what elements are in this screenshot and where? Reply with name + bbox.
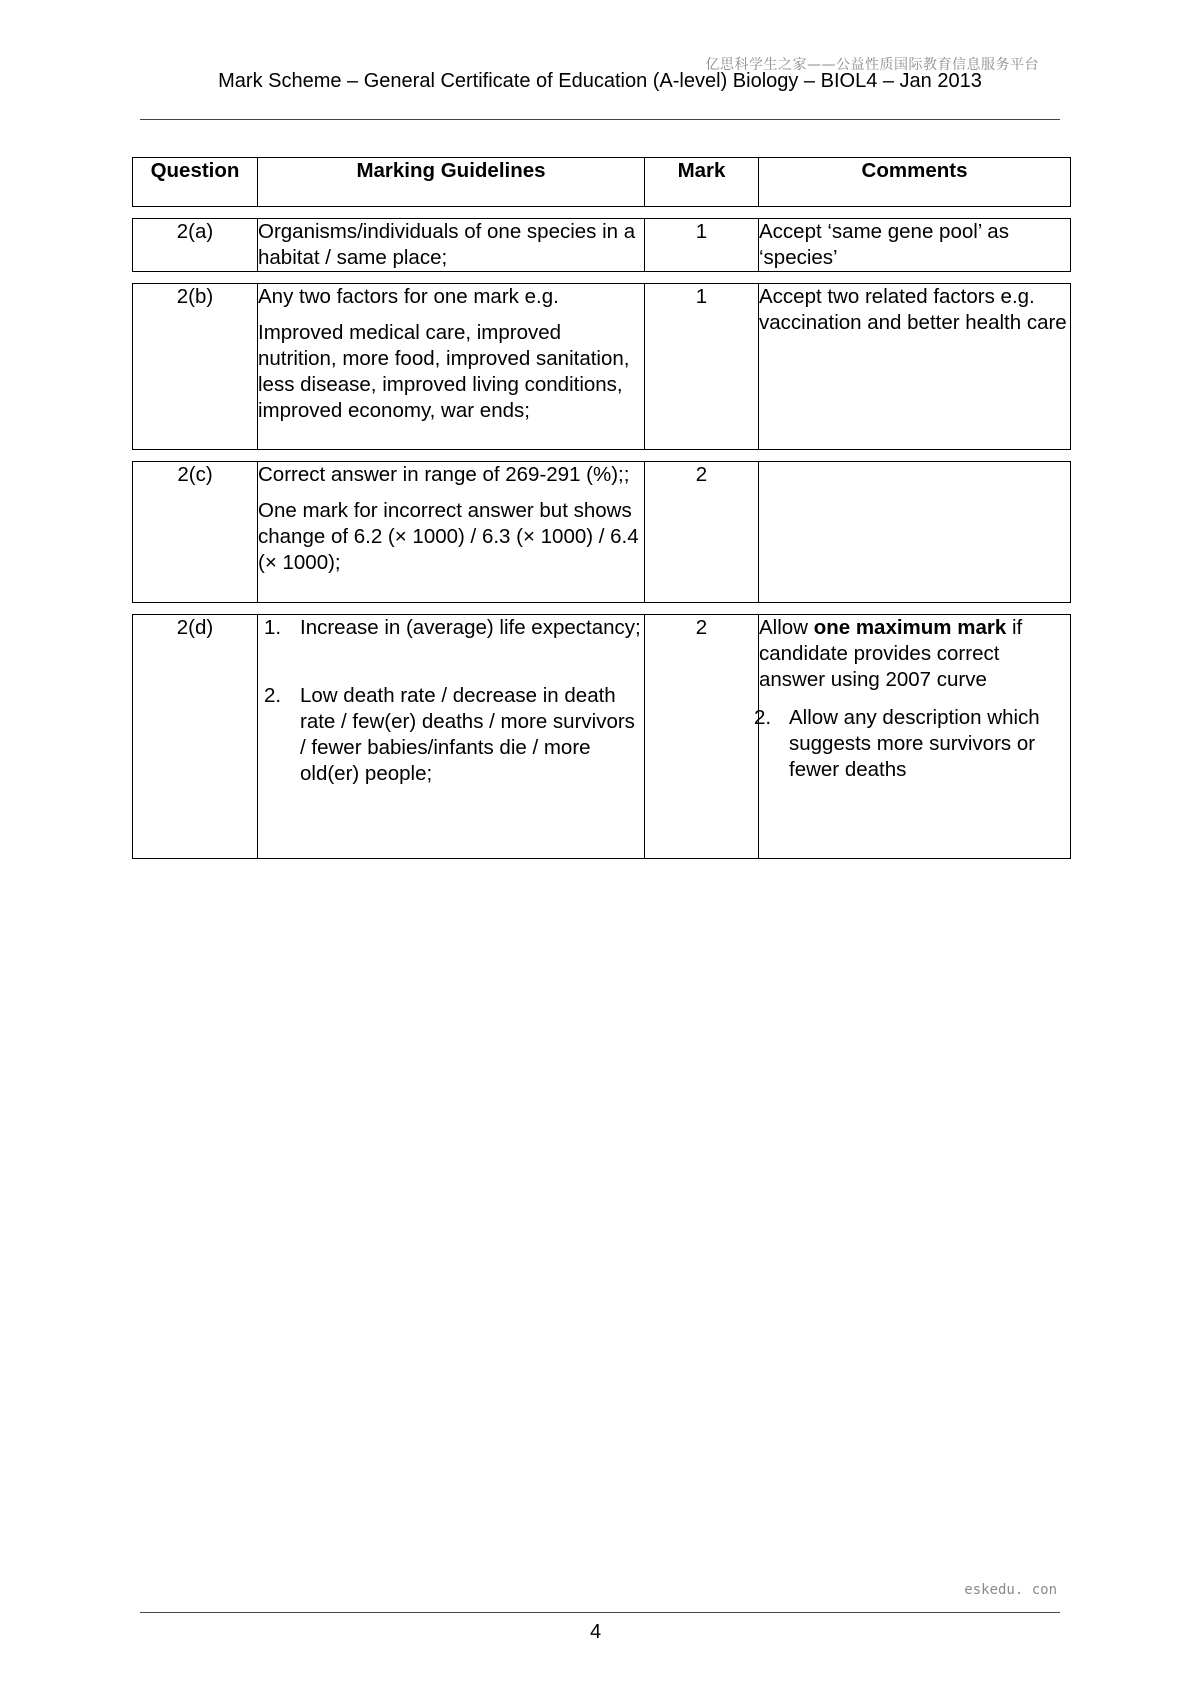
comment — [759, 462, 1071, 603]
table-row-2d — [132, 614, 1071, 859]
comment — [759, 219, 1071, 272]
header-marking-guidelines: Marking Guidelines — [258, 158, 645, 207]
guideline-text: Any two factors for one mark e.g. — [258, 285, 559, 308]
watermark-bottom: eskedu. con — [964, 1582, 1057, 1598]
marking-guideline — [258, 615, 645, 859]
guideline-text: Low death rate / decrease in death rate / few(er) deaths / more survivors / fewer babies/infants die / more old(er) people; — [300, 684, 635, 785]
mark-value: 2 — [645, 615, 759, 859]
comment-text: Allow any description which suggests more survivors or fewer deaths — [789, 706, 1040, 781]
comment-text-after: if candidate provides correct answer using 2007 curve — [759, 616, 1023, 691]
question-number: 2(c) — [133, 462, 258, 603]
mark-scheme-table — [132, 157, 1070, 870]
guideline-text: Improved medical care, improved nutrition, more food, improved sanitation, less disease, improved living conditions, improved economy, war ends; — [258, 321, 630, 422]
header-question: Question — [133, 158, 258, 207]
comment-text — [759, 615, 1070, 693]
table-row-2b — [132, 283, 1071, 450]
watermark-top: 亿思科学生之家——公益性质国际教育信息服务平台 — [705, 57, 1039, 73]
guideline-text: Organisms/individuals of one species in a habitat / same place; — [258, 220, 636, 269]
comment — [759, 284, 1071, 450]
question-number: 2(d) — [133, 615, 258, 859]
question-number: 2(b) — [133, 284, 258, 450]
marking-guideline — [258, 284, 645, 450]
comment-list-item — [754, 705, 1070, 783]
table-header — [132, 157, 1071, 207]
mark-value: 1 — [645, 284, 759, 450]
comment — [754, 615, 1071, 859]
guideline-text: Increase in (average) life expectancy; — [300, 616, 641, 639]
guideline-text: Correct answer in range of 269-291 (%);; — [258, 463, 630, 486]
list-number: 1. — [264, 616, 282, 639]
guideline-list-item — [264, 683, 644, 787]
marking-guideline — [258, 462, 645, 603]
guideline-text: One mark for incorrect answer but shows change of 6.2 (× 1000) / 6.3 (× 1000) / 6.4 (× 1000); — [258, 499, 639, 574]
marking-guideline — [258, 219, 645, 272]
mark-value: 1 — [645, 219, 759, 272]
page-number: 4 — [589, 1621, 602, 1643]
table-row-2c — [132, 461, 1071, 603]
header-comments: Comments — [759, 158, 1071, 207]
comment-text: Accept ‘same gene pool’ as ‘species’ — [759, 220, 1009, 269]
guideline-list-item — [264, 615, 644, 641]
comment-text-before: Allow — [759, 616, 814, 639]
mark-value: 2 — [645, 462, 759, 603]
header-divider — [140, 119, 1060, 120]
header-mark: Mark — [645, 158, 759, 207]
question-number: 2(a) — [133, 219, 258, 272]
table-row-2a — [132, 218, 1071, 272]
footer-divider — [140, 1612, 1060, 1613]
list-number: 2. — [754, 706, 772, 729]
comment-text: Accept two related factors e.g. vaccination and better health care — [759, 285, 1067, 334]
list-number: 2. — [264, 684, 282, 707]
page-header-title: Mark Scheme – General Certificate of Education (A-level) Biology – BIOL4 – Jan 2013 — [218, 70, 982, 92]
comment-emphasis: one maximum mark — [813, 616, 1007, 639]
